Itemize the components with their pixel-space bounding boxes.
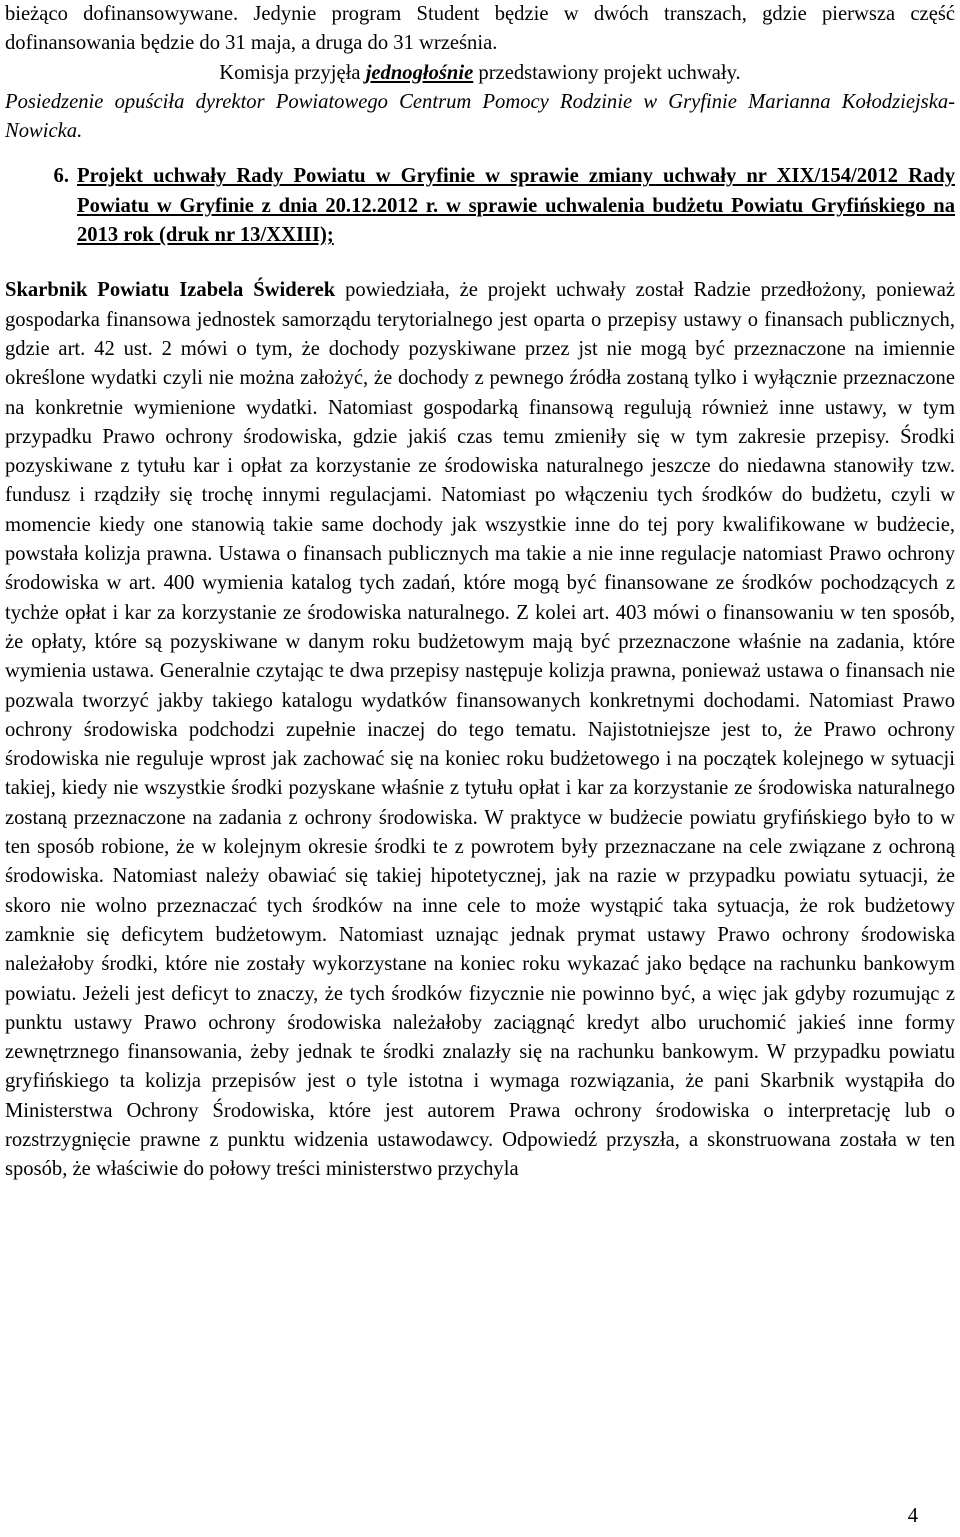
body-text: powiedziała, że projekt uchwały został Radzie przedłożony, ponieważ gospodarka finansowa jednostek samorządu terytorialnego jest oparta o przepisy ustawy o finansach publicznych, gdzie art. 42 ust. 2 mówi o tym, że dochody pozyskiwane przez jst nie mogą być przeznaczone na imiennie określone wydatki czyli nie można założyć, że dochody z pewnego źródła zostaną tylko i wyłącznie przeznaczone na konkretnie wymienione wydatki. Natomiast gospodarką finansową regulują również inne ustawy, w tym przypadku Prawo ochrony środowiska, gdzie jakiś czas temu zmieniły się w tym zakresie przepisy. Środki pozyskiwane z tytułu kar i opłat za korzystanie ze środowiska naturalnego jeszcze do niedawna stanowiły tzw. fundusz i rządziły się trochę innymi regulacjami. Natomiast po włączeniu tych środków do budżetu, czyli w momencie kiedy one stanowią takie same dochody jak wszystkie inne do tej pory kwalifikowane w budżecie, powstała kolizja prawna. Ustawa o finansach publicznych ma takie a nie inne regulacje natomiast Prawo ochrony środowiska w art. 400 wymienia katalog tych zadań, które mogą być finansowane ze środków pochodzących z tychże opłat i kar za korzystanie ze środowiska naturalnego. Z kolei art. 403 mówi o finansowaniu w ten sposób, że opłaty, które są pozyskiwane w danym roku budżetowym mają być przeznaczone właśnie na zadania, które wymienia ustawa. Generalnie czytając te dwa przepisy następuje kolizja prawna, ponieważ ustawa o finansach nie pozwala tworzyć jakby takiego katalogu wydatków finansowanych konkretnymi dochodami. Natomiast Prawo ochrony środowiska podchodzi zupełnie inaczej do tego tematu. Najistotniejsze jest to, że Prawo ochrony środowiska nie reguluje wprost jak zachować się na koniec roku budżetowego i na początek kolejnego w sytuacji takiej, kiedy nie wszystkie środki pozyskane właśnie z tytułu opłat i kar za korzystanie ze środowiska naturalnego zostaną przeznaczone na zadania z ochrony środowiska. W praktyce w budżecie powiatu gryfińskiego było to w ten sposób robione, że w kolejnym okresie środki te z powrotem były przeznaczane na cele związane z ochroną środowiska. Natomiast należy obawiać się takiej hipotetycznej, jak na razie w przypadku powiatu sytuacji, że skoro nie wolno przeznaczać tych środków na inne cele to może wystąpić taka sytuacja, że rok budżetowy zamknie się deficytem budżetowym. Natomiast uznając jednak prymat ustawy Prawo ochrony środowiska należałoby środki, które nie zostały wykorzystane na koniec roku wykazać jako będące na rachunku bankowym powiatu. Jeżeli jest deficyt to znaczy, że tych środków fizycznie nie powinno być, a więc jak gdyby rozumując z punktu ustawy Prawo ochrony środowiska należałoby zaciągnąć kredyt albo uruchomić jakieś inne formy zewnętrznego finansowania, żeby jednak te środki znalazły się na rachunku bankowym. W przypadku powiatu gryfińskiego ta kolizja przepisów jest o tyle istotna i wymaga rozwiązania, że pani Skarbnik wystąpiła do Ministerstwa Ochrony Środowiska, które jest autorem Prawa ochrony środowiska o interpretację lub o rozstrzygnięcie prawne z punktu widzenia ustawodawcy. Odpowiedź przyszła, a skonstruowana została w ten sposób, że właściwie do połowy treści ministerstwo przychyla (5, 279, 955, 1181)
document-page (5, 0, 955, 1205)
commission-after: przedstawiony projekt uchwały. (473, 61, 741, 84)
commission-decision (5, 59, 955, 88)
page-number: 4 (907, 1505, 918, 1527)
agenda-item-title: Projekt uchwały Rady Powiatu w Gryfinie w sprawie zmiany uchwały nr XIX/154/2012 Rady Powiatu w Gryfinie z dnia 20.12.2012 r. w sprawie uchwalenia budżetu Powiatu Gryfińskiego na 2013 rok (druk nr 13/XXIII); (77, 165, 955, 247)
speaker-name: Skarbnik Powiatu Izabela Świderek (5, 279, 336, 302)
body-paragraph (5, 276, 955, 1184)
agenda-item-heading (5, 162, 955, 250)
agenda-item-number: 6. (53, 165, 69, 188)
intro-paragraph: bieżąco dofinansowywane. Jedynie program Student będzie w dwóch transzach, gdzie pierwsza część dofinansowania będzie do 31 maja, a druga do 31 września. (5, 3, 955, 55)
departure-note: Posiedzenie opuściła dyrektor Powiatowego Centrum Pomocy Rodzinie w Gryfinie Marianna Kołodziejska-Nowicka. (5, 90, 955, 143)
commission-before: Komisja przyjęła (219, 61, 366, 84)
commission-emphasis: jednogłośnie (365, 61, 474, 84)
